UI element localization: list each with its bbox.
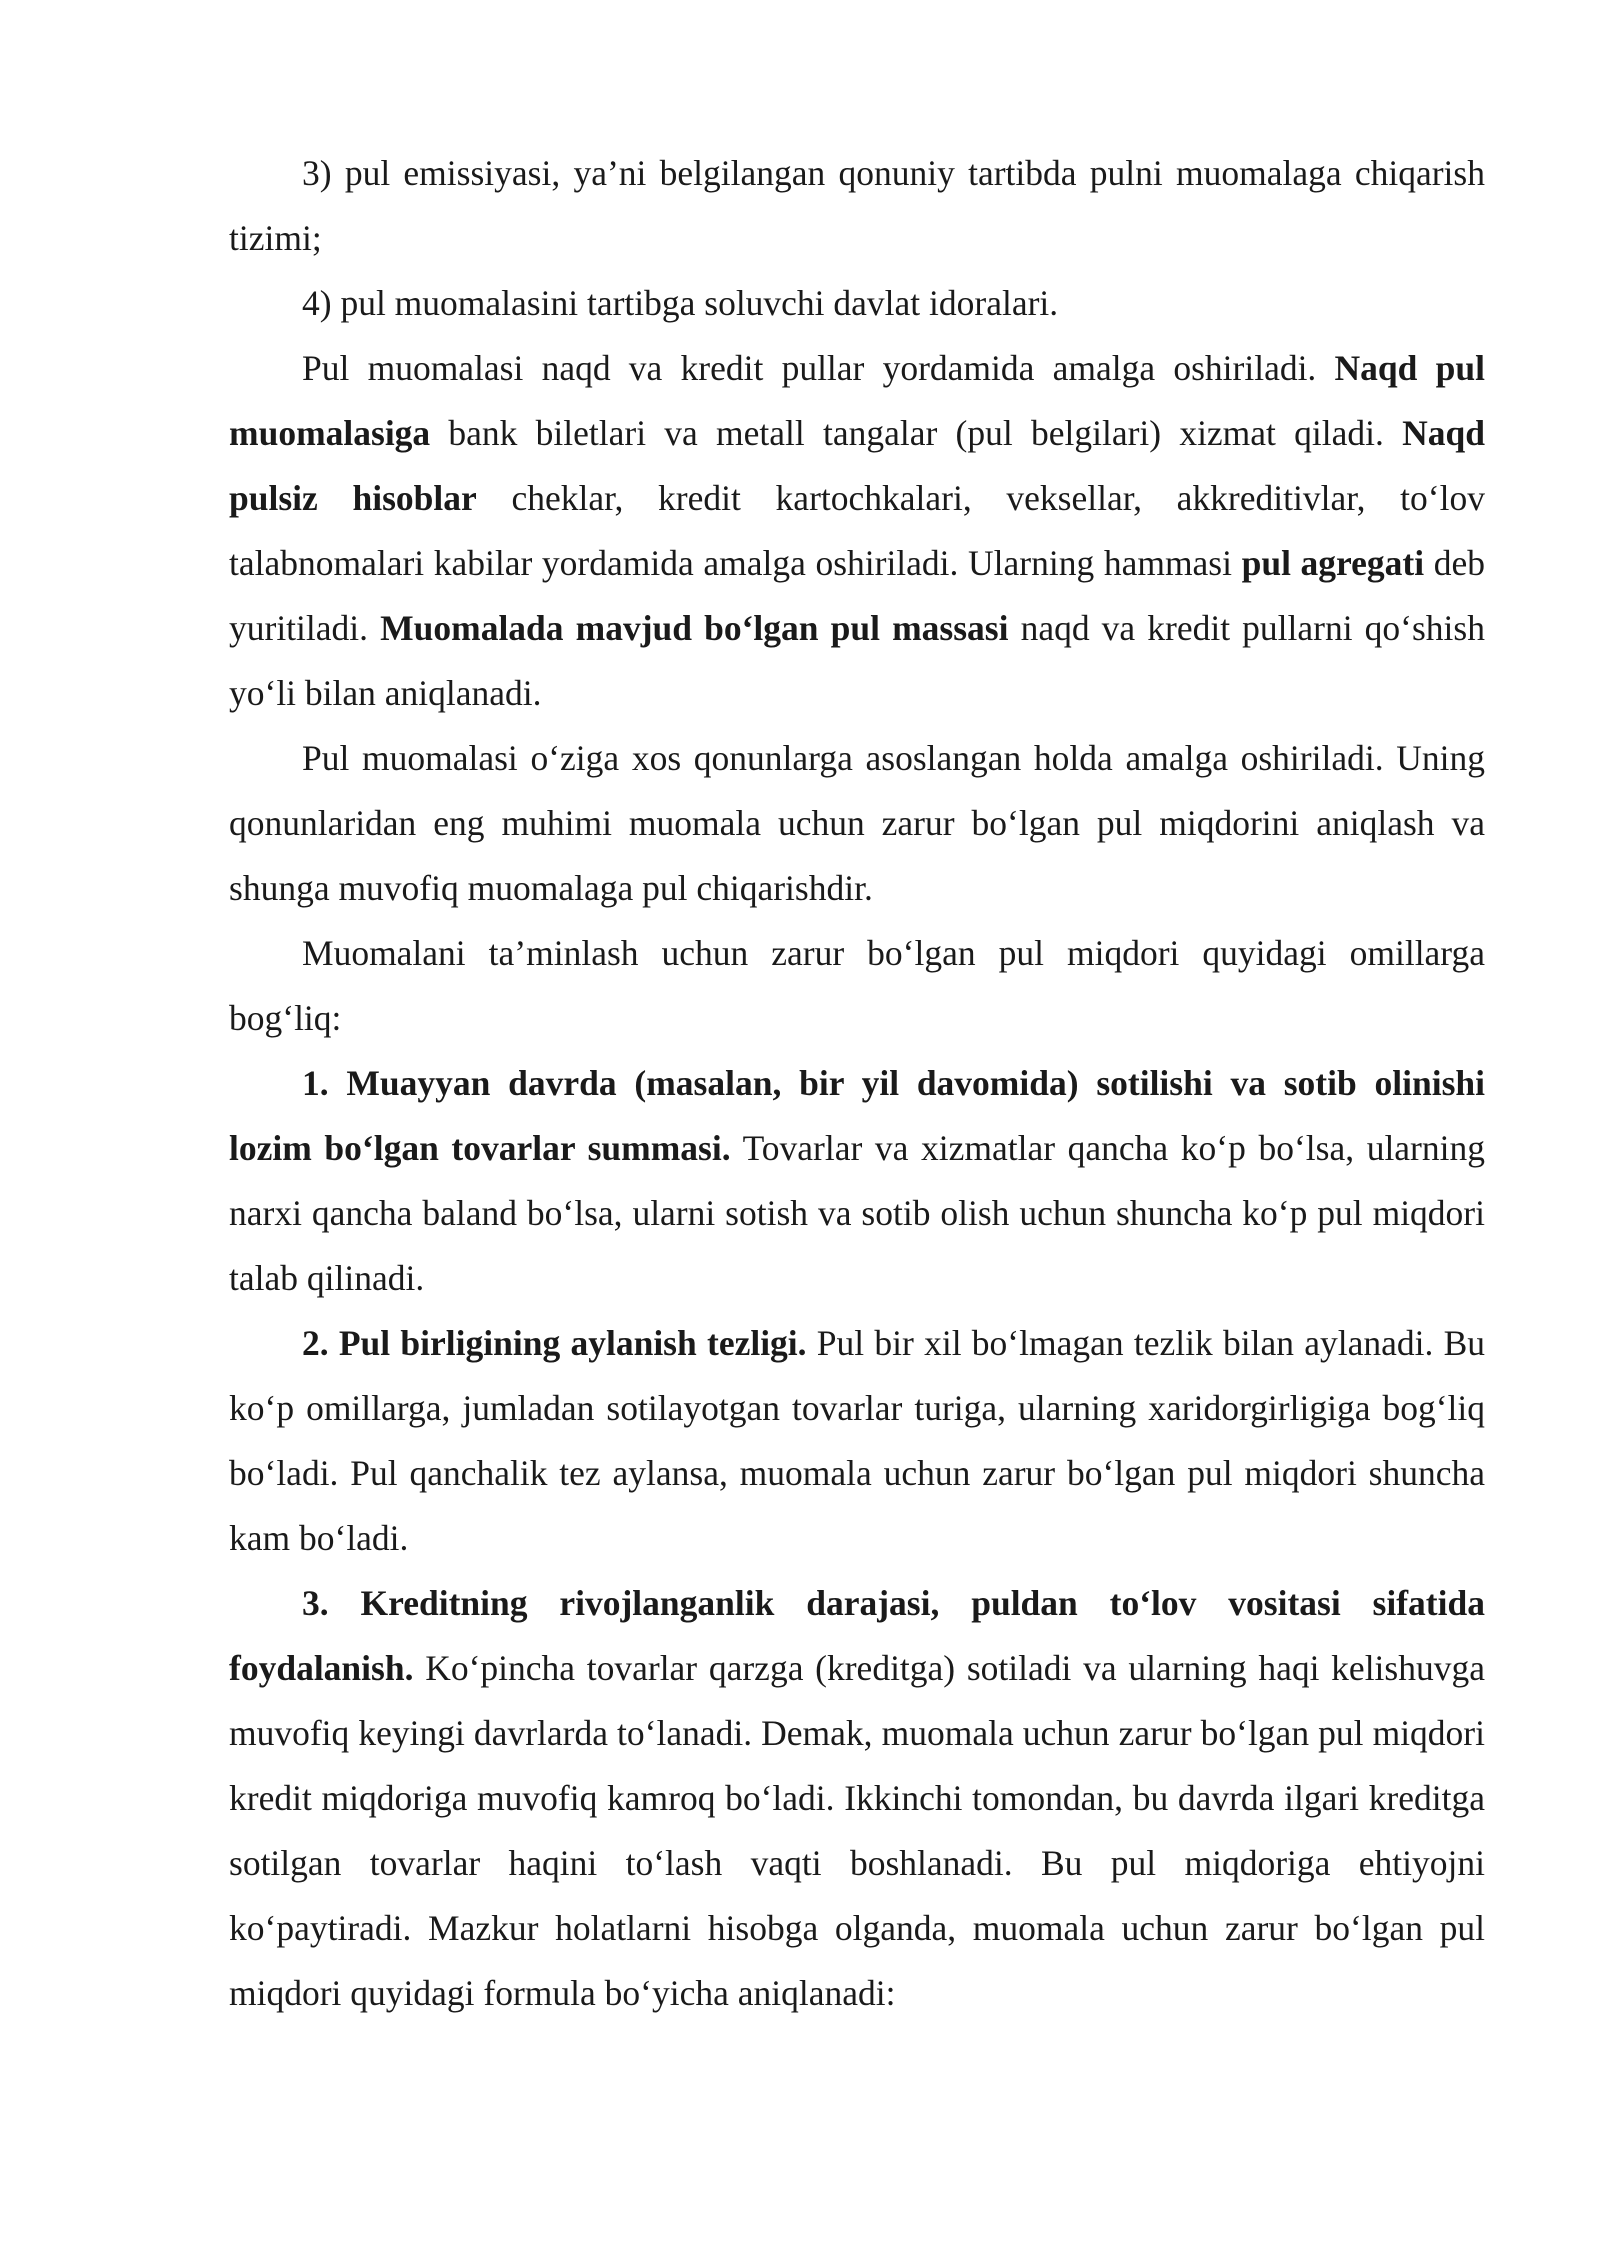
document-page	[229, 141, 1485, 2026]
paragraph-factors-intro	[229, 921, 1485, 1051]
factor-heading: 1. Muayyan davrda (masalan, bir yil davomida) sotilishi va sotib olinishi lozim bo‘lgan tovarlar summasi.	[229, 1063, 1485, 1168]
term-money-aggregate: pul agregati	[1241, 543, 1425, 583]
text-run: Muomalani ta’minlash uchun zarur bo‘lgan pul miqdori quyidagi omillarga bog‘liq:	[229, 933, 1485, 1038]
paragraph-factor-3	[229, 1571, 1485, 2026]
paragraph-factor-1	[229, 1051, 1485, 1311]
text-run: Ko‘pincha tovarlar qarzga (kreditga) sotiladi va ularning haqi kelishuvga muvofiq keyingi davrlarda to‘lanadi. Demak, muomala uchun zarur bo‘lgan pul miqdori kredit miqdoriga muvofiq kamroq bo‘ladi. Ikkinchi tomondan, bu davrda ilgari kreditga sotilgan tovarlar haqini to‘lash vaqti boshlanadi. Bu pul miqdoriga ehtiyojni ko‘paytiradi. Mazkur holatlarni hisobga olganda, muomala uchun zarur bo‘lgan pul miqdori quyidagi formula bo‘yicha aniqlanadi:	[229, 1648, 1485, 2013]
text-run: 4) pul muomalasini tartibga soluvchi davlat idoralari.	[302, 283, 1059, 323]
paragraph-factor-2	[229, 1311, 1485, 1571]
text-run: Pul muomalasi naqd va kredit pullar yordamida amalga oshiriladi.	[302, 348, 1335, 388]
term-non-cash-settlements: Naqd pulsiz hisoblar	[229, 413, 1485, 518]
term-cash-circulation: Naqd pul muomalasiga	[229, 348, 1485, 453]
text-run: Pul bir xil bo‘lmagan tezlik bilan aylanadi. Bu ko‘p omillarga, jumladan sotilayotgan tovarlar turiga, ularning xaridorgirligiga bog‘liq bo‘ladi. Pul qanchalik tez aylansa, muomala uchun zarur bo‘lgan pul miqdori shuncha kam bo‘ladi.	[229, 1323, 1485, 1558]
text-run: Pul muomalasi o‘ziga xos qonunlarga asoslangan holda amalga oshiriladi. Uning qonunlaridan eng muhimi muomala uchun zarur bo‘lgan pul miqdorini aniqlash va shunga muvofiq muomalaga pul chiqarishdir.	[229, 738, 1485, 908]
term-money-mass: Muomalada mavjud bo‘lgan pul massasi	[380, 608, 1009, 648]
paragraph-cash-and-credit	[229, 336, 1485, 726]
factor-heading: 3. Kreditning rivojlanganlik darajasi, puldan to‘lov vositasi sifatida foydalanish.	[229, 1583, 1485, 1688]
text-run: deb yuritiladi.	[229, 543, 1485, 648]
text-run: naqd va kredit pullarni qo‘shish yo‘li bilan aniqlanadi.	[229, 608, 1485, 713]
text-run: cheklar, kredit kartochkalari, veksellar, akkreditivlar, to‘lov talabnomalari kabilar yordamida amalga oshiriladi. Ularning hammasi	[229, 478, 1485, 583]
text-run: 3) pul emissiyasi, ya’ni belgilangan qonuniy tartibda pulni muomalaga chiqarish tizimi;	[229, 153, 1485, 258]
factor-heading: 2. Pul birligining aylanish tezligi.	[302, 1323, 807, 1363]
paragraph-laws	[229, 726, 1485, 921]
paragraph-list-item-4	[229, 271, 1485, 336]
text-run: bank biletlari va metall tangalar (pul belgilari) xizmat qiladi.	[430, 413, 1403, 453]
text-run: Tovarlar va xizmatlar qancha ko‘p bo‘lsa, ularning narxi qancha baland bo‘lsa, ularni sotish va sotib olish uchun shuncha ko‘p pul miqdori talab qilinadi.	[229, 1128, 1485, 1298]
paragraph-list-item-3	[229, 141, 1485, 271]
